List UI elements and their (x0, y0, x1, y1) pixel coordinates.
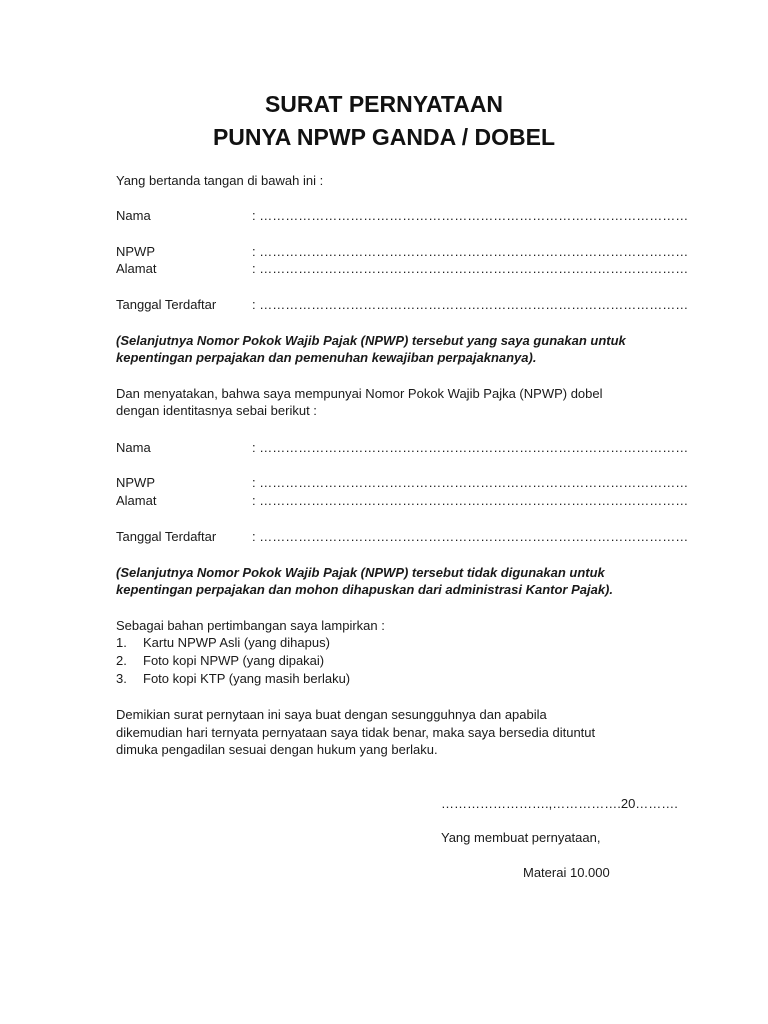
field-value-nama: : ……………………………………………………………………………………… (252, 440, 689, 455)
field-label-npwp: NPWP (116, 475, 155, 490)
field-value-alamat: : ……………………………………………………………………………………… (252, 493, 689, 508)
note-1-line-1: (Selanjutnya Nomor Pokok Wajib Pajak (NPWP) tersebut yang saya gunakan untuk (116, 333, 626, 348)
statement-line-1: Dan menyatakan, bahwa saya mempunyai Nomor Pokok Wajib Pajka (NPWP) dobel (116, 386, 603, 401)
list-item: Foto kopi KTP (yang masih berlaku) (143, 671, 351, 686)
field-value-nama: : ……………………………………………………………………………………… (252, 208, 689, 223)
note-2-line-1: (Selanjutnya Nomor Pokok Wajib Pajak (NPWP) tersebut tidak digunakan untuk (116, 565, 605, 580)
statement-line-2: dengan identitasnya sebai berikut : (116, 403, 317, 418)
field-label-tanggal-terdaftar: Tanggal Terdaftar (116, 297, 217, 312)
field-value-tanggal-terdaftar: : ……………………………………………………………………………………… (252, 297, 689, 312)
list-item-number: 3. (116, 671, 127, 686)
note-1-line-2: kepentingan perpajakan dan pemenuhan kewajiban perpajaknanya). (116, 350, 537, 365)
field-value-tanggal-terdaftar: : ……………………………………………………………………………………… (252, 529, 689, 544)
title-line-2: PUNYA NPWP GANDA / DOBEL (212, 124, 556, 150)
list-item-number: 1. (116, 635, 127, 650)
intro-text: Yang bertanda tangan di bawah ini : (116, 173, 324, 188)
closing-line-2: dikemudian hari ternyata pernyataan saya tidak benar, maka saya bersedia dituntut (116, 725, 596, 740)
field-label-nama: Nama (116, 208, 151, 223)
list-item-number: 2. (116, 653, 127, 668)
list-item: Kartu NPWP Asli (yang dihapus) (143, 635, 330, 650)
attachments-heading: Sebagai bahan pertimbangan saya lampirkan : (116, 618, 385, 633)
list-item: Foto kopi NPWP (yang dipakai) (143, 653, 325, 668)
place-date-line: …………………….,…………….20………. (441, 796, 678, 811)
field-label-nama: Nama (116, 440, 151, 455)
field-label-tanggal-terdaftar: Tanggal Terdaftar (116, 529, 217, 544)
note-2-line-2: kepentingan perpajakan dan mohon dihapuskan dari administrasi Kantor Pajak). (116, 582, 614, 597)
stamp-label: Materai 10.000 (523, 865, 610, 880)
field-label-npwp: NPWP (116, 244, 155, 259)
field-value-npwp: : ……………………………………………………………………………………… (252, 475, 689, 490)
field-value-npwp: : ……………………………………………………………………………………… (252, 244, 689, 259)
field-value-alamat: : ……………………………………………………………………………………… (252, 261, 689, 276)
closing-line-3: dimuka pengadilan sesuai dengan hukum yang berlaku. (116, 742, 438, 757)
title-line-1: SURAT PERNYATAAN (264, 91, 504, 117)
field-label-alamat: Alamat (116, 493, 157, 508)
field-label-alamat: Alamat (116, 261, 157, 276)
closing-line-1: Demikian surat pernytaan ini saya buat dengan sesungguhnya dan apabila (116, 707, 547, 722)
signer-label: Yang membuat pernyataan, (441, 830, 601, 845)
